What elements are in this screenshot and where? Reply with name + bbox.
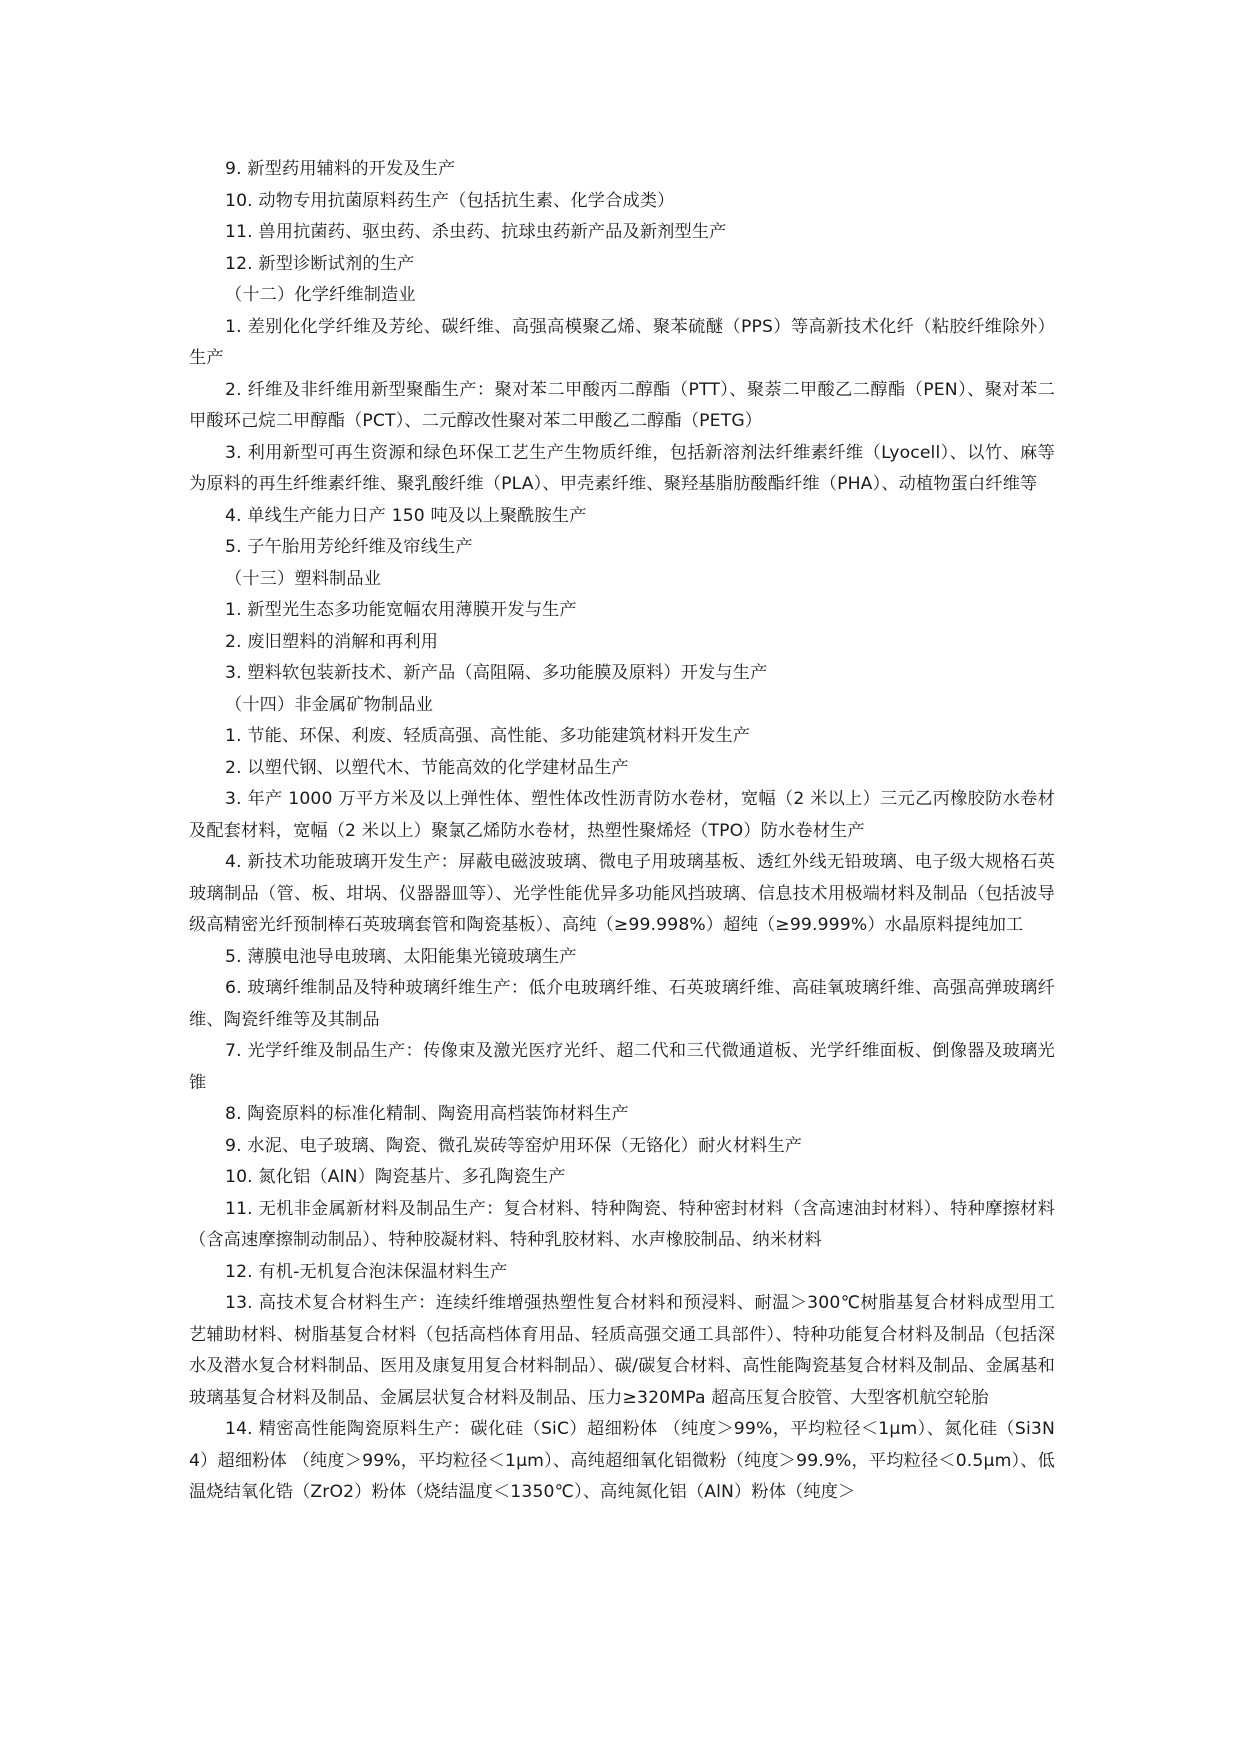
list-item: 2. 以塑代钢、以塑代木、节能高效的化学建材品生产 xyxy=(225,757,629,778)
list-item: 7. 光学纤维及制品生产：传像束及激光医疗光纤、超二代和三代微通道板、光学纤维面板、倒像器及玻璃光锥 xyxy=(189,1041,1055,1093)
section-heading: （十二）化学纤维制造业 xyxy=(225,285,416,305)
section-heading: （十四）非金属矿物制品业 xyxy=(225,694,434,715)
list-item: 5. 薄膜电池导电玻璃、太阳能集光镜玻璃生产 xyxy=(225,946,577,967)
list-item: 1. 节能、环保、利废、轻质高强、高性能、多功能建筑材料开发生产 xyxy=(225,726,751,746)
list-item: 4. 新技术功能玻璃开发生产：屏蔽电磁波玻璃、微电子用玻璃基板、透红外线无铅玻璃、电子级大规格石英玻璃制品（管、板、坩埚、仪器器皿等）、光学性能优异多功能风挡玻璃、信息技术用极端材料及制品（包括波导级高精密光纤预制棒石英玻璃套管和陶瓷基板）、高纯（≥99.998%）超纯（≥99.999%）水晶原料提纯加工 xyxy=(189,852,1055,935)
list-item: 3. 利用新型可再生资源和绿色环保工艺生产生物质纤维，包括新溶剂法纤维素纤维（Lyocell）、以竹、麻等为原料的再生纤维素纤维、聚乳酸纤维（PLA）、甲壳素纤维、聚羟基脂肪酸酯纤维（PHA）、动植物蛋白纤维等 xyxy=(189,442,1055,494)
list-item: 3. 塑料软包装新技术、新产品（高阻隔、多功能膜及原料）开发与生产 xyxy=(225,663,768,683)
list-item: 2. 纤维及非纤维用新型聚酯生产：聚对苯二甲酸丙二醇酯（PTT）、聚萘二甲酸乙二醇酯（PEN）、聚对苯二甲酸环己烷二甲醇酯（PCT）、二元醇改性聚对苯二甲酸乙二醇酯（PETG） xyxy=(189,379,1055,431)
list-item: 8. 陶瓷原料的标准化精制、陶瓷用高档装饰材料生产 xyxy=(225,1104,629,1124)
list-item: 13. 高技术复合材料生产：连续纤维增强热塑性复合材料和预浸料、耐温＞300℃树脂基复合材料成型用工艺辅助材料、树脂基复合材料（包括高档体育用品、轻质高强交通工具部件）、特种功能复合材料及制品（包括深水及潜水复合材料制品、医用及康复用复合材料制品）、碳/碳复合材料、高性能陶瓷基复合材料及制品、金属基和玻璃基复合材料及制品、金属层状复合材料及制品、压力≥320MPa 超高压复合胶管、大型客机航空轮胎 xyxy=(189,1293,1055,1408)
list-item: 12. 新型诊断试剂的生产 xyxy=(225,253,415,274)
list-item: 4. 单线生产能力日产 150 吨及以上聚酰胺生产 xyxy=(225,505,587,526)
list-item: 10. 动物专用抗菌原料药生产（包括抗生素、化学合成类） xyxy=(225,190,675,211)
list-item: 12. 有机-无机复合泡沫保温材料生产 xyxy=(225,1261,508,1282)
list-item: 1. 新型光生态多功能宽幅农用薄膜开发与生产 xyxy=(225,600,577,620)
list-item: 9. 水泥、电子玻璃、陶瓷、微孔炭砖等窑炉用环保（无铬化）耐火材料生产 xyxy=(225,1135,803,1156)
list-item: 14. 精密高性能陶瓷原料生产：碳化硅（SiC）超细粉体 （纯度＞99%，平均粒径＜1μm）、氮化硅（Si3N4）超细粉体 （纯度＞99%，平均粒径＜1μm）、高纯超细氧化铝微粉（纯度＞99.9%，平均粒径＜0.5μm）、低温烧结氧化锆（ZrO2）粉体（烧结温度＜1350℃）、高纯氮化铝（AlN）粉体（纯度＞ xyxy=(189,1419,1055,1502)
list-item: 2. 废旧塑料的消解和再利用 xyxy=(225,631,439,652)
list-item: 11. 兽用抗菌药、驱虫药、杀虫药、抗球虫药新产品及新剂型生产 xyxy=(225,222,727,242)
list-item: 11. 无机非金属新材料及制品生产：复合材料、特种陶瓷、特种密封材料（含高速油封材料）、特种摩擦材料（含高速摩擦制动制品）、特种胶凝材料、特种乳胶材料、水声橡胶制品、纳米材料 xyxy=(189,1198,1055,1250)
list-item: 1. 差别化化学纤维及芳纶、碳纤维、高强高模聚乙烯、聚苯硫醚（PPS）等高新技术化纤（粘胶纤维除外）生产 xyxy=(189,316,1055,368)
document-body xyxy=(189,154,1055,1509)
list-item: 10. 氮化铝（AlN）陶瓷基片、多孔陶瓷生产 xyxy=(225,1167,566,1187)
list-item: 6. 玻璃纤维制品及特种玻璃纤维生产：低介电玻璃纤维、石英玻璃纤维、高硅氧玻璃纤维、高强高弹玻璃纤维、陶瓷纤维等及其制品 xyxy=(189,978,1055,1030)
list-item: 5. 子午胎用芳纶纤维及帘线生产 xyxy=(225,537,473,557)
section-heading: （十三）塑料制品业 xyxy=(225,568,382,589)
list-item: 9. 新型药用辅料的开发及生产 xyxy=(225,159,456,179)
list-item: 3. 年产 1000 万平方米及以上弹性体、塑性体改性沥青防水卷材，宽幅（2 米以上）三元乙丙橡胶防水卷材及配套材料，宽幅（2 米以上）聚氯乙烯防水卷材，热塑性聚烯烃（TPO）防水卷材生产 xyxy=(189,789,1055,841)
